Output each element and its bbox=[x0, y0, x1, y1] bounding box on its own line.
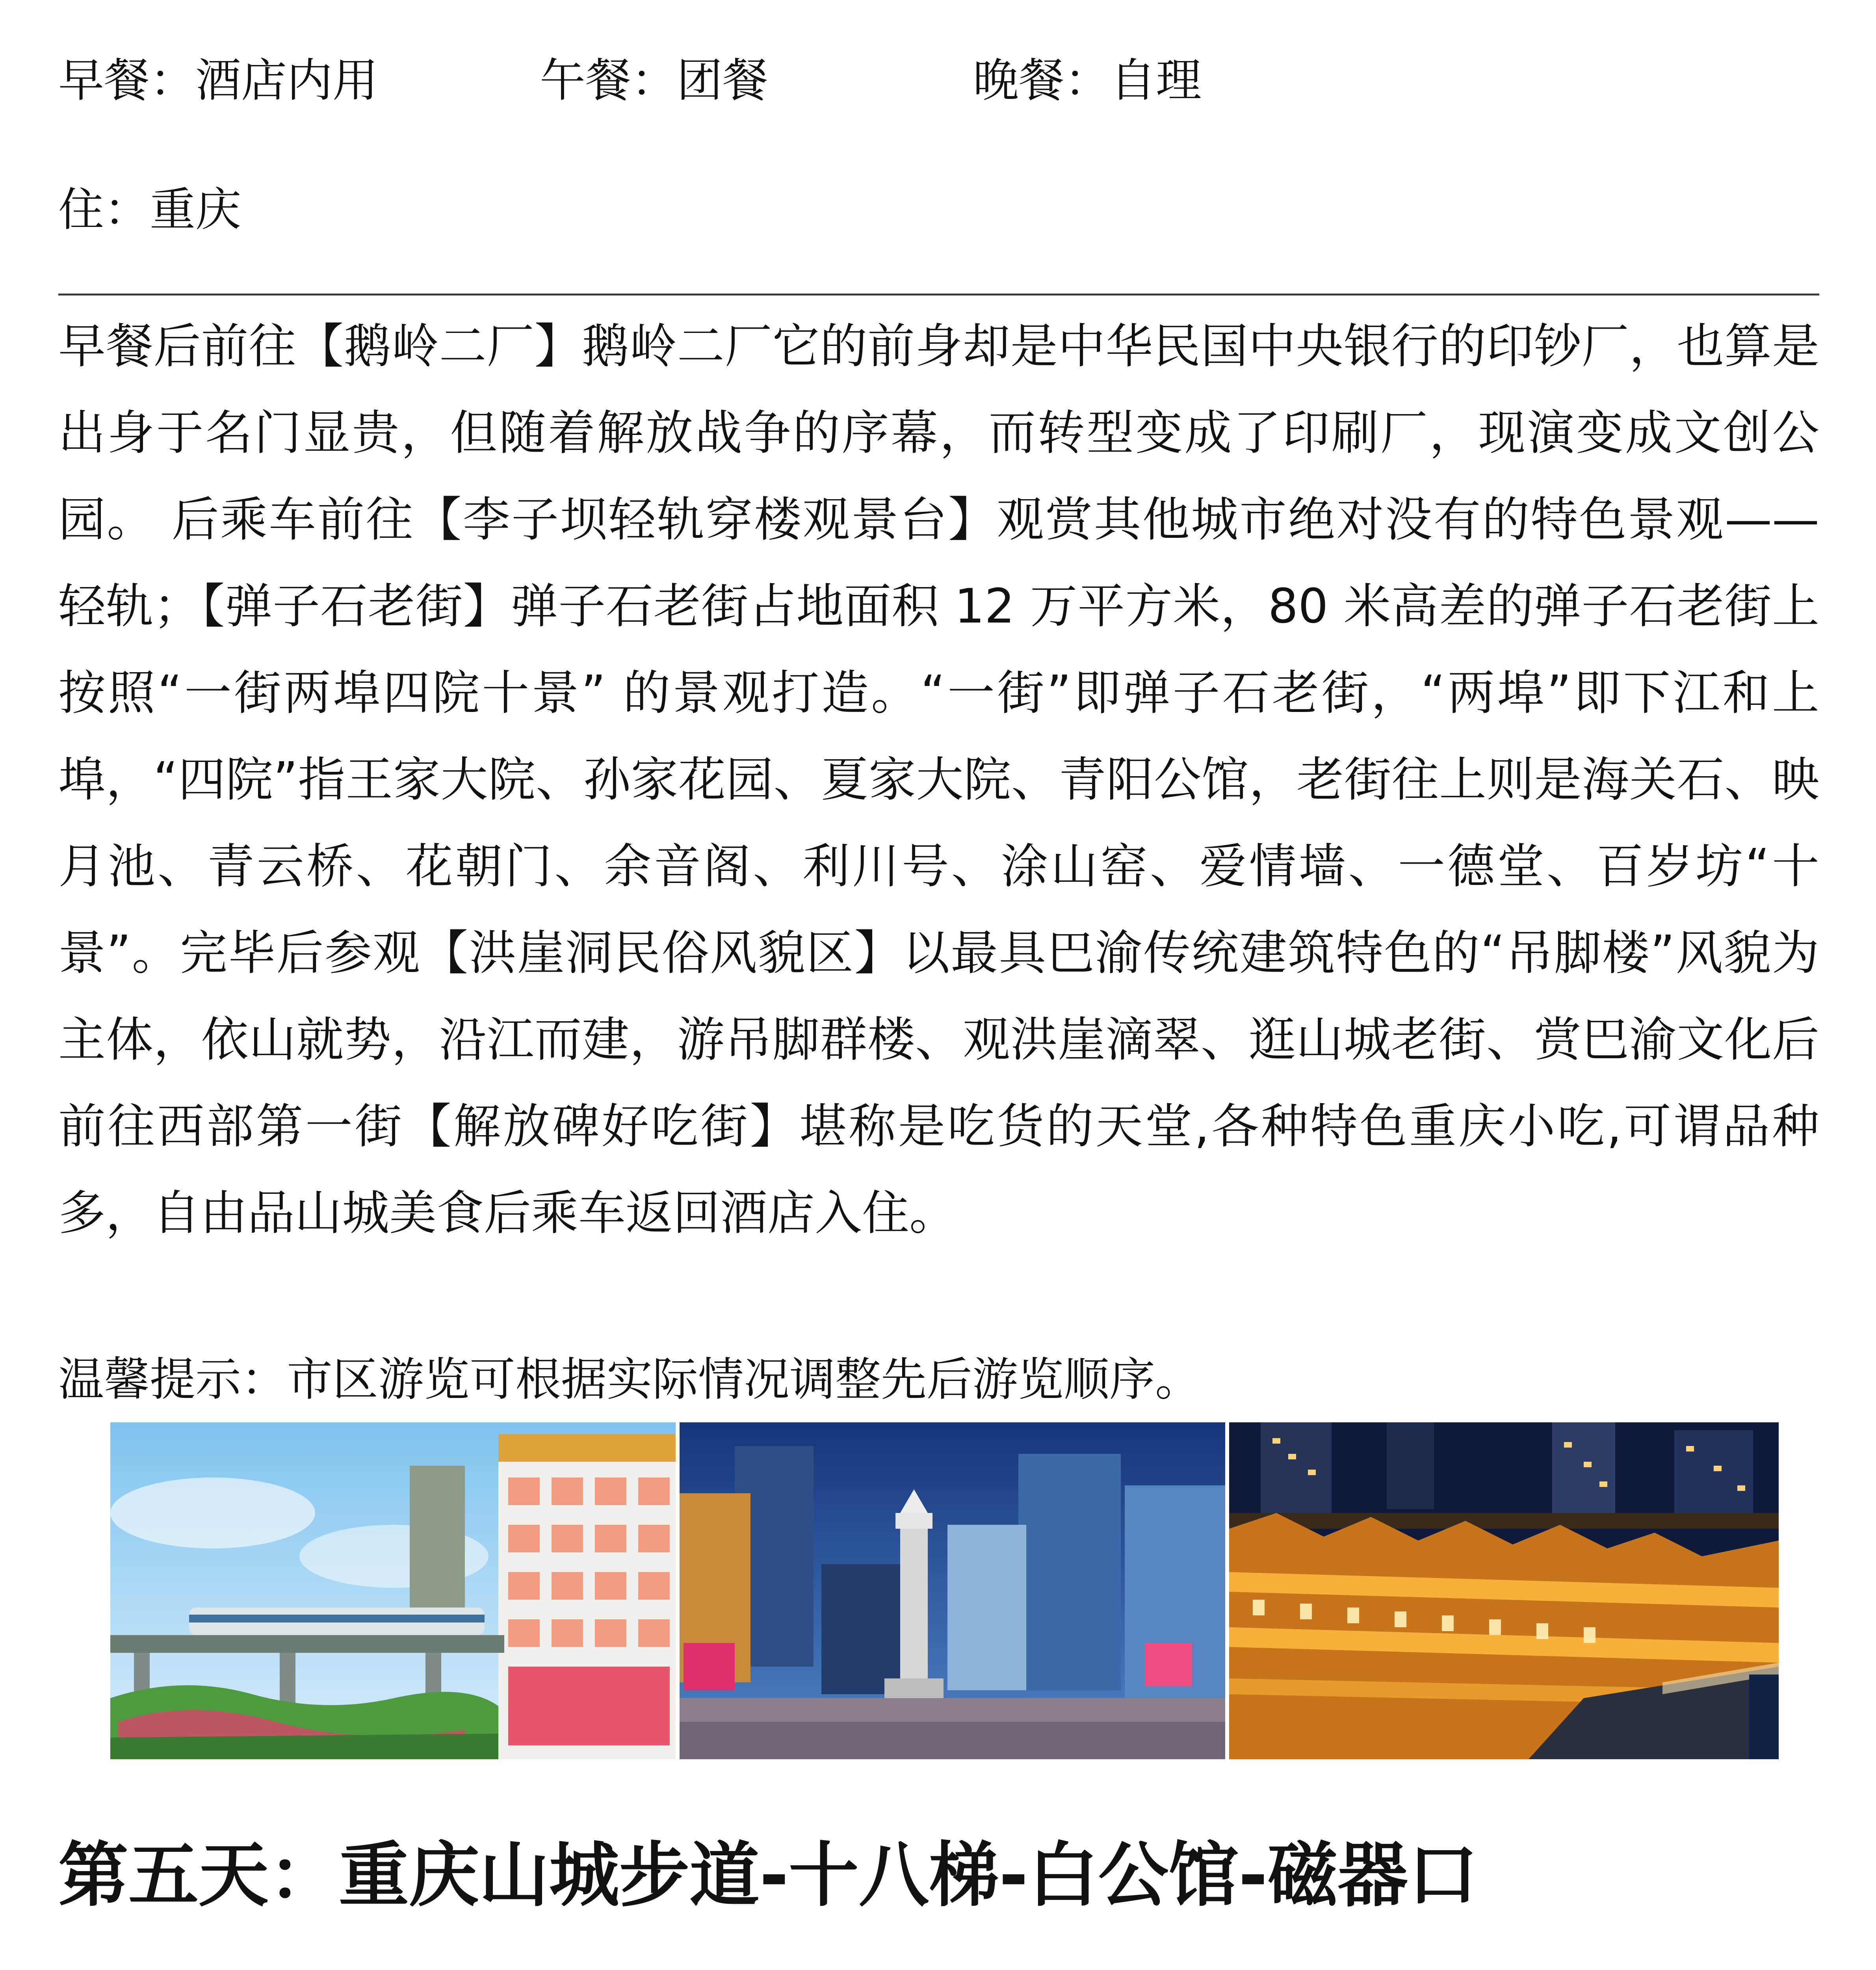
tip-text: 温馨提示：市区游览可根据实际情况调整先后游览顺序。 bbox=[58, 1353, 1201, 1406]
jiefangbei-photo bbox=[680, 1422, 1225, 1759]
day5-title: 第五天：重庆山城步道-十八梯-白公馆-磁器口 bbox=[58, 1834, 1478, 1916]
liziba-light-rail-photo bbox=[110, 1422, 676, 1759]
lunch-label: 午餐：团餐 bbox=[540, 54, 768, 107]
dinner-label: 晚餐：自理 bbox=[973, 54, 1202, 107]
breakfast-label: 早餐：酒店内用 bbox=[58, 54, 378, 107]
stay-label: 住：重庆 bbox=[58, 183, 241, 236]
itinerary-paragraph: 早餐后前往【鹅岭二厂】鹅岭二厂它的前身却是中华民国中央银行的印钞厂，也算是出身于名门显贵，但随着解放战争的序幕，而转型变成了印刷厂，现演变成文创公园。 后乘车前往【李子坝轻轨穿楼观景台】观赏其他城市绝对没有的特色景观——轻轨；【弹子石老街】弹子石老街占地面积 12 万平方米，80 米高差的弹子石老街上按照“一街两埠四院十景” 的景观打造。“一街”即弹子石老街，“两埠”即下江和上埠，“四院”指王家大院、孙家花园、夏家大院、青阳公馆，老街往上则是海关石、映月池、青云桥、花朝门、余音阁、利川号、涂山窑、爱情墙、一德堂、百岁坊“十景”。完毕后参观【洪崖洞民俗风貌区】以最具巴渝传统建筑特色的“吊脚楼”风貌为主体，依山就势，沿江而建，游吊脚群楼、观洪崖滴翠、逛山城老街、赏巴渝文化后前往西部第一街【解放碑好吃街】堪称是吃货的天堂,各种特色重庆小吃,可谓品种多，自由品山城美食后乘车返回酒店入住。 bbox=[58, 319, 1819, 1241]
divider bbox=[58, 294, 1819, 296]
hongyadong-night-photo bbox=[1229, 1422, 1779, 1759]
